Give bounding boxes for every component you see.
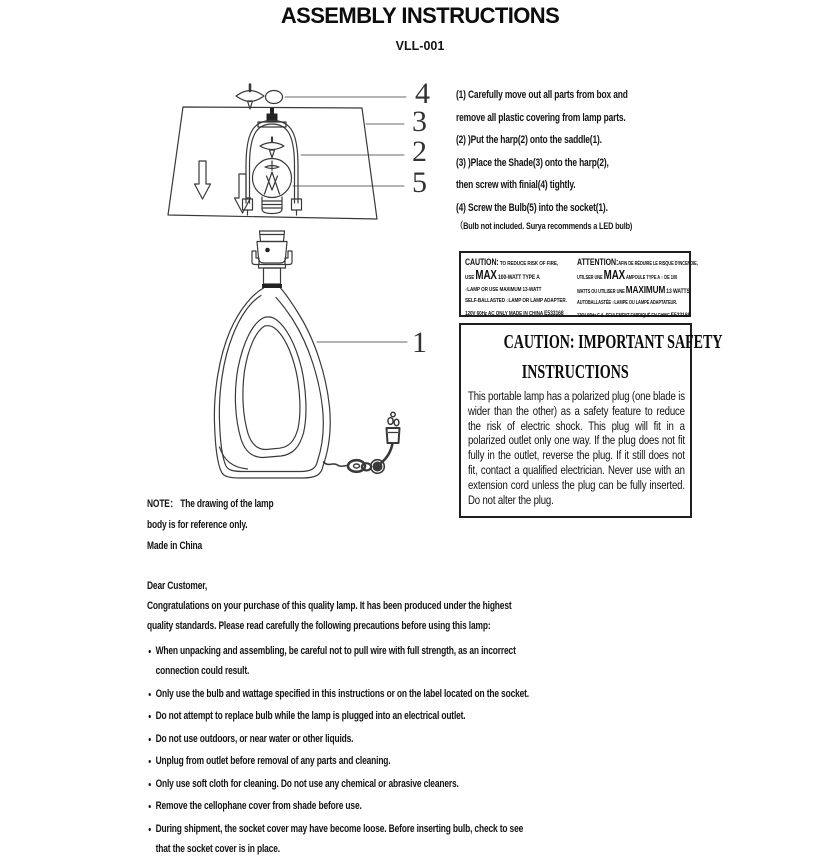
list-item — [147, 774, 529, 794]
warning-text: 13 WATTS — [666, 287, 690, 295]
bullet-dot-icon — [149, 783, 151, 786]
bullet-dot-icon — [149, 650, 151, 653]
plug-drawing — [387, 412, 400, 443]
ul-file-number: E533168 — [544, 309, 564, 317]
page-title: ASSEMBLY INSTRUCTIONS — [280, 3, 560, 28]
warning-text: LAMP OR USE MAXIMUM 13-WATT — [467, 286, 542, 293]
maximum-word: MAXIMUM — [625, 283, 666, 296]
callout-base: 1 — [412, 326, 427, 359]
callout-finial: 4 — [415, 77, 430, 110]
safety-heading-text: INSTRUCTIONS — [522, 362, 629, 383]
caution-word: CAUTION: — [465, 257, 499, 267]
warning-label-french — [577, 257, 698, 322]
bullet-text: Remove the cellophane cover from shade before use. — [155, 800, 362, 812]
ul-file-number: E533168 — [670, 311, 691, 319]
inner-finial-drawing — [260, 138, 284, 158]
step-line: remove all plastic covering from lamp parts. — [456, 111, 626, 124]
bulb-icon: ○ — [506, 298, 509, 305]
warning-text: AFIN DE RÉDUIRE LE RISQUE D'INCENDIE, — [618, 261, 698, 267]
bullet-dot-icon — [149, 828, 151, 831]
list-item — [147, 684, 529, 704]
warning-text: 120V 60Hz C.A. SEULEMENT FABRIQUÉ EN CHINE — [577, 312, 670, 319]
warning-text: DE 100 — [664, 275, 678, 282]
step-line: (4) Screw the Bulb(5) into the socket(1). — [456, 201, 608, 214]
bullet-dot-icon — [149, 715, 151, 718]
bullet-text: Only use soft cloth for cleaning. Do not use any chemical or abrasive cleaners. — [155, 777, 459, 790]
callout-shade: 3 — [412, 105, 427, 138]
warning-text: LAMPE OU LAMPE ADAPTATEUR. — [614, 300, 678, 307]
bullet-text: Only use the bulb and wattage specified in this instructions or on the label located on the socket. — [155, 687, 529, 700]
warning-text: SELF-BALLASTED — [465, 298, 506, 305]
ul-warning-label — [459, 251, 698, 319]
warning-text: AUTOBALLASTÉE — [577, 300, 612, 307]
note-line: body is for reference only. — [147, 519, 248, 531]
customer-letter — [147, 576, 529, 859]
list-item — [147, 796, 529, 816]
warning-label-english — [465, 257, 578, 320]
bullet-dot-icon — [149, 760, 151, 763]
safety-heading-line1 — [461, 328, 723, 358]
step-line: (1) Carefully move out all parts from box and — [456, 89, 628, 101]
bullet-dot-icon — [149, 738, 151, 741]
bullet-text: Do not use outdoors, or near water or other liquids. — [155, 732, 354, 745]
bulb-icon: ○ — [465, 286, 468, 293]
step-line: (2) )Put the harp(2) onto the saddle(1). — [456, 134, 602, 146]
bullet-text: Unplug from outlet before removal of any parts and cleaning. — [155, 755, 391, 767]
bulb-icon: ○ — [660, 275, 664, 282]
power-cord-drawing — [324, 444, 393, 474]
bulb-drawing — [253, 159, 292, 214]
attention-word: ATTENTION: — [577, 257, 619, 267]
max-word: MAX — [603, 268, 626, 283]
warning-text: USE — [465, 275, 475, 282]
list-item — [147, 819, 529, 859]
leader-lines — [285, 97, 407, 342]
bullet-dot-icon — [149, 693, 151, 696]
bulb-note: （Bulb not included. Surya recommends a LED bulb) — [456, 220, 633, 231]
safety-instructions-box — [459, 323, 723, 518]
bulb-icon: ○ — [612, 300, 615, 307]
warning-text: AMPOULE TYPE A — [626, 275, 660, 282]
safety-heading-text: CAUTION: IMPORTANT SAFETY — [503, 332, 723, 353]
safety-body-text: This portable lamp has a polarized plug (one blade is wider than the other) as a safety feature to reduce the risk of electric shock. This plug will fit in a polarized outlet only one way. If the plug does not fit fully in the outlet, reverse the plug. If it still does not fit, contact a qualified electrician. Never use with an extension cord unless the plug can be fully inserted. Do not alter the plug. — [468, 389, 685, 507]
made-in-china: Made in China — [147, 540, 203, 552]
salutation: Dear Customer, — [147, 580, 208, 592]
finial-drawing — [236, 85, 283, 110]
warning-text: UTILSER UNE — [577, 275, 603, 282]
bullet-text: that the socket cover is in place. — [155, 842, 280, 855]
safety-heading-line2 — [461, 358, 690, 388]
socket-saddle-drawing — [252, 231, 292, 288]
max-word: MAX — [475, 268, 497, 283]
note-line: NOTE： The drawing of the lamp — [147, 498, 274, 510]
callout-harp: 2 — [412, 135, 427, 168]
intro-line: Congratulations on your purchase of this quality lamp. It has been produced under the highest — [147, 600, 512, 612]
list-item — [147, 751, 529, 771]
warning-text: 100-WATT TYPE A — [498, 274, 540, 282]
bullet-text: When unpacking and assembling, be careful not to pull wire with full strength, as an incorrect — [155, 645, 516, 657]
list-item — [147, 706, 529, 726]
assembly-steps — [456, 84, 632, 232]
model-number: VLL-001 — [395, 39, 445, 53]
list-item — [147, 729, 529, 749]
bullet-text: connection could result. — [155, 665, 250, 677]
warning-text: 120V 60Hz AC ONLY MADE IN CHINA — [465, 310, 543, 317]
bullet-dot-icon — [149, 805, 151, 808]
warning-text: TO REDUCE RISK OF FIRE, — [499, 261, 559, 267]
bullet-text: Do not attempt to replace bulb while the lamp is plugged into an electrical outlet. — [155, 710, 466, 722]
step-line: (3) )Place the Shade(3) onto the harp(2), — [456, 156, 609, 169]
step-line: then screw with finial(4) tightly. — [456, 179, 576, 191]
lamp-body-drawing — [214, 288, 330, 478]
intro-line: quality standards. Please read carefully the following precautions before using this lamp: — [147, 620, 491, 632]
precaution-list — [147, 641, 529, 859]
warning-text: WATTS OU UTILISER UNE — [577, 288, 625, 295]
bullet-text: During shipment, the socket cover may have become loose. Before inserting bulb, check to see — [155, 822, 524, 835]
list-item — [147, 641, 529, 681]
callout-bulb: 5 — [412, 166, 427, 199]
warning-text: LAMP OR LAMP ADAPTER. — [508, 298, 567, 305]
reference-note — [147, 494, 273, 557]
